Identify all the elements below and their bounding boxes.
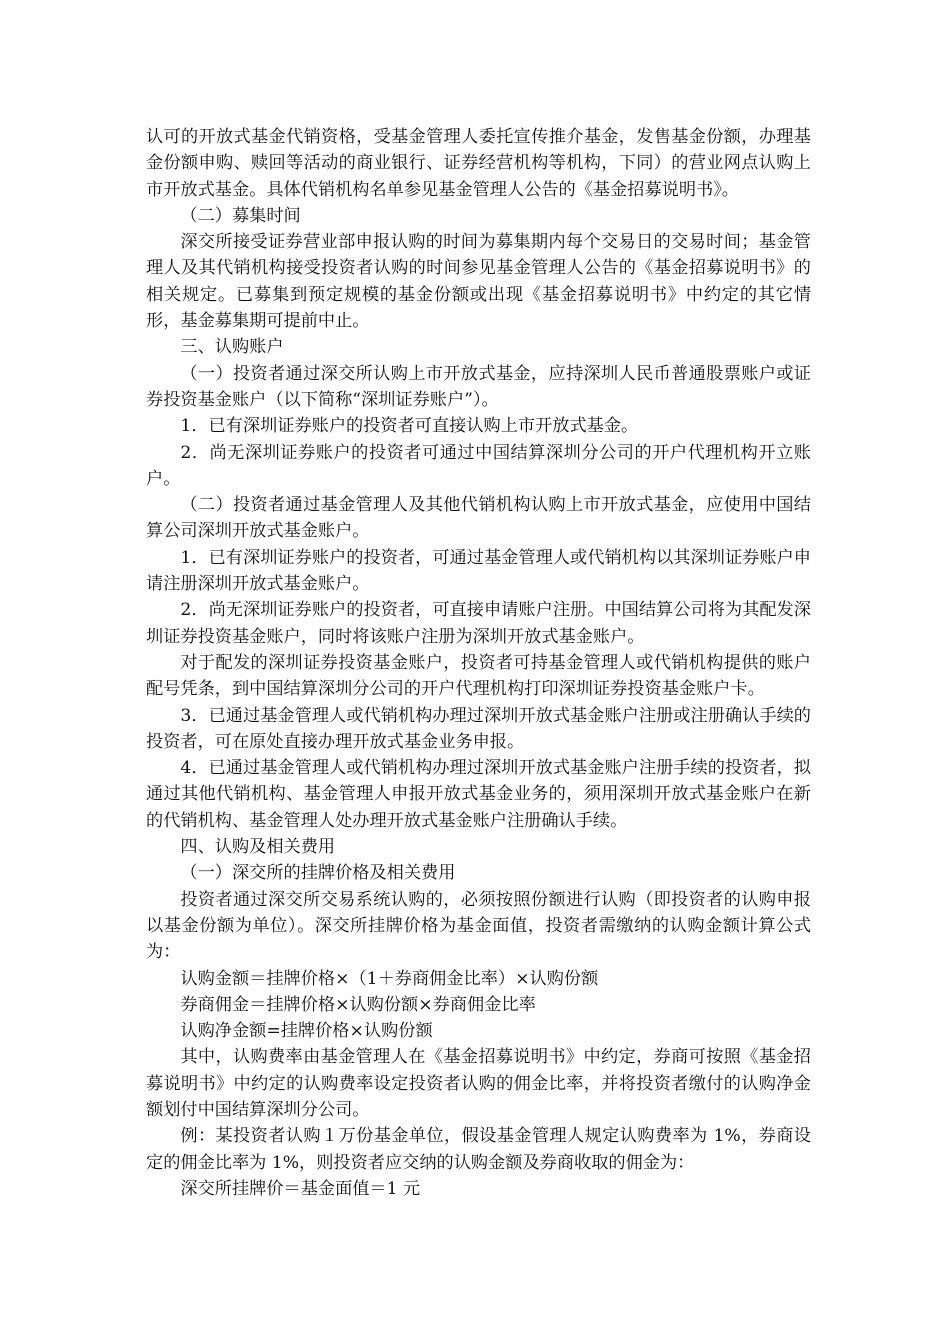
paragraph-account-card: 对于配发的深圳证券投资基金账户，投资者可持基金管理人或代销机构提供的账户配号凭条，到中国结算深圳分公司的开户代理机构打印深圳证券投资基金账户卡。 [146,652,811,700]
list-item-2b: 2．尚无深圳证券账户的投资者，可直接申请账户注册。中国结算公司将为其配发深圳证券投资基金账户，同时将该账户注册为深圳开放式基金账户。 [146,600,811,647]
subheading-fundraising-period: （二）募集时间 [180,205,301,226]
paragraph-account-manager: （二）投资者通过基金管理人及其他代销机构认购上市开放式基金，应使用中国结算公司深圳开放式基金账户。 [146,495,811,542]
paragraph-account-szse: （一）投资者通过深交所认购上市开放式基金，应持深圳人民币普通股票账户或证券投资基金账户（以下简称“深圳证券账户”）。 [146,363,811,410]
formula-net-amount: 认购净金额=挂牌价格×认购份额 [180,1021,433,1042]
heading-subscription-account: 三、认购账户 [180,337,284,358]
formula-subscription-amount: 认购金额＝挂牌价格×（1＋券商佣金比率）×认购份额 [180,968,599,989]
list-item-4: 4．已通过基金管理人或代销机构办理过深圳开放式基金账户注册手续的投资者，拟通过其他代销机构、基金管理人申报开放式基金业务的，须用深圳开放式基金账户在新的代销机构、基金管理人处办理开放式基金账户注册确认手续。 [146,758,811,831]
paragraph-continuation: 认可的开放式基金代销资格，受基金管理人委托宣传推介基金，发售基金份额，办理基金份额申购、赎回等活动的商业银行、证券经营机构等机构，下同）的营业网点认购上市开放式基金。具体代销机构名单参见基金管理人公告的《基金招募说明书》。 [146,127,811,200]
paragraph-fee-rate: 其中，认购费率由基金管理人在《基金招募说明书》中约定，券商可按照《基金招募说明书》中约定的认购费率设定投资者认购的佣金比率，并将投资者缴付的认购净金额划付中国结算深圳分公司。 [146,1047,811,1120]
heading-subscription-fees: 四、认购及相关费用 [180,837,336,858]
subheading-listing-price: （一）深交所的挂牌价格及相关费用 [180,863,456,884]
list-item-1b: 1．已有深圳证券账户的投资者，可通过基金管理人或代销机构以其深圳证券账户申请注册深圳开放式基金账户。 [146,547,811,595]
paragraph-fundraising-time: 深交所接受证券营业部申报认购的时间为募集期内每个交易日的交易时间；基金管理人及其代销机构接受投资者认购的时间参见基金管理人公告的《基金招募说明书》的相关规定。已募集到预定规模的基金份额或出现《基金招募说明书》中约定的其它情形，基金募集期可提前中止。 [146,232,811,332]
paragraph-listing-price: 投资者通过深交所交易系统认购的，必须按照份额进行认购（即投资者的认购申报以基金份额为单位）。深交所挂牌价格为基金面值，投资者需缴纳的认购金额计算公式为： [146,889,811,963]
document-body [146,124,811,1202]
list-item-1: 1．已有深圳证券账户的投资者可直接认购上市开放式基金。 [180,416,639,437]
paragraph-example: 例：某投资者认购１万份基金单位，假设基金管理人规定认购费率为 1%，券商设定的佣金比率为 1%，则投资者应交纳的认购金额及券商收取的佣金为： [146,1126,811,1173]
paragraph-example-price: 深交所挂牌价＝基金面值＝1 元 [180,1178,421,1199]
list-item-3: 3．已通过基金管理人或代销机构办理过深圳开放式基金账户注册或注册确认手续的投资者，可在原处直接办理开放式基金业务申报。 [146,705,811,752]
formula-broker-commission: 券商佣金＝挂牌价格×认购份额×券商佣金比率 [180,994,536,1015]
list-item-2: 2．尚无深圳证券账户的投资者可通过中国结算深圳分公司的开户代理机构开立账户。 [146,442,811,489]
